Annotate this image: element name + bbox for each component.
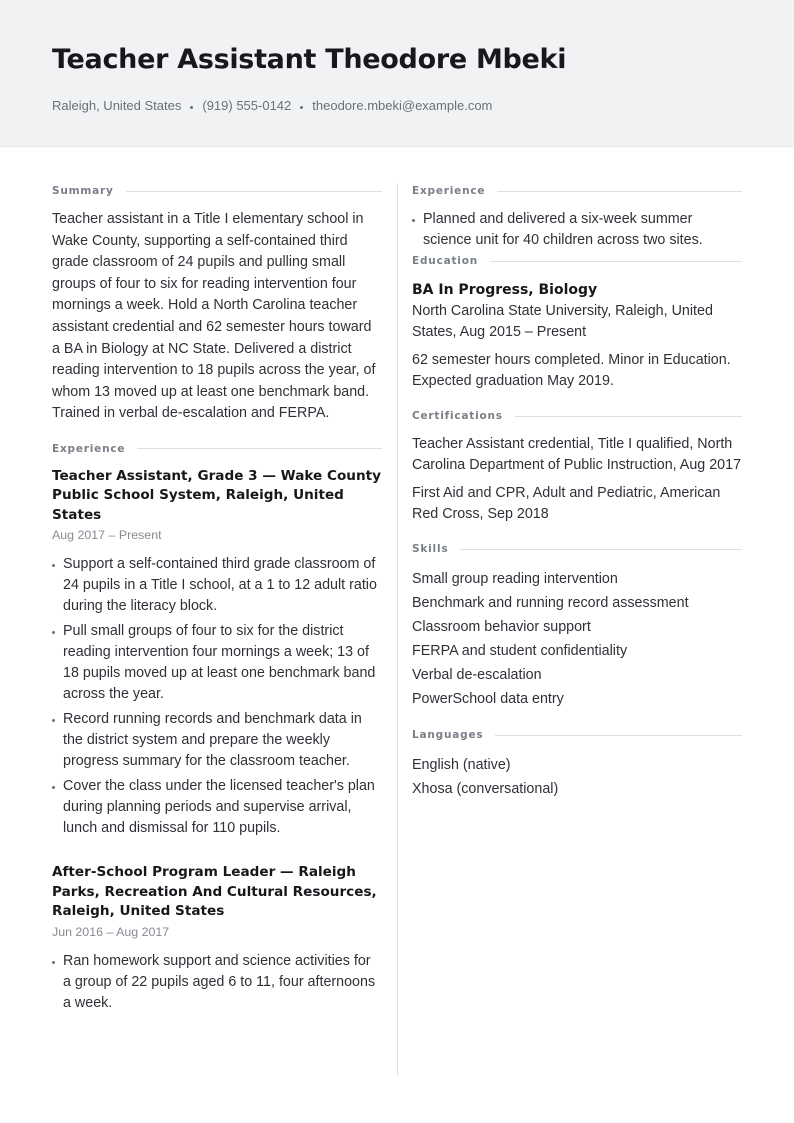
experience-continued-heading <box>412 185 742 197</box>
summary-heading-label: Summary <box>52 185 114 197</box>
certifications-heading-label: Certifications <box>412 410 503 422</box>
heading-rule <box>126 191 382 192</box>
job-title: After-School Program Leader — Raleigh Parks, Recreation And Cultural Resources, Raleigh, United States <box>52 864 377 920</box>
heading-rule <box>495 735 742 736</box>
job-bullet: Planned and delivered a six-week summer science unit for 40 children across two sites. <box>412 209 742 251</box>
summary-text: Teacher assistant in a Title I elementary school in Wake County, supporting a self-contained third grade classroom of 24 pupils and pulling small groups of four to six for reading intervention four mornings a week. Hold a North Carolina teacher assistant credential and 62 semester hours toward a BA in Biology at NC State. Delivered a district reading intervention to 18 pupils across the year, of whom 13 moved up at least one benchmark band. Trained in verbal de-escalation and FERPA. <box>52 211 376 422</box>
job-bullets <box>52 554 382 839</box>
skill-item: Verbal de-escalation <box>412 667 542 683</box>
contact-email: theodore.mbeki@example.com <box>312 98 493 113</box>
job-dates: Jun 2016 – Aug 2017 <box>52 924 170 939</box>
job-entry <box>52 467 382 840</box>
column-divider <box>397 183 398 1075</box>
separator-dot <box>190 106 193 109</box>
skills-heading-label: Skills <box>412 543 449 555</box>
separator-dot <box>300 106 303 109</box>
languages-list <box>412 753 742 801</box>
skills-list <box>412 567 742 711</box>
experience-heading <box>52 443 382 455</box>
job-dates: Aug 2017 – Present <box>52 528 162 543</box>
heading-rule <box>137 448 382 449</box>
skills-heading <box>412 543 742 555</box>
certifications-list <box>412 434 742 525</box>
resume-header <box>0 0 794 147</box>
education-note: 62 semester hours completed. Minor in Education. Expected graduation May 2019. <box>412 352 731 389</box>
resume-body <box>0 147 794 1038</box>
certifications-heading <box>412 410 742 422</box>
skill-item: Classroom behavior support <box>412 619 591 635</box>
heading-rule <box>497 191 742 192</box>
education-heading-label: Education <box>412 255 478 267</box>
certification-item: Teacher Assistant credential, Title I qualified, North Carolina Department of Public Instruction, Aug 2017 <box>412 436 742 473</box>
contact-line <box>52 98 742 113</box>
job-entry <box>52 863 382 1014</box>
job-bullets <box>52 951 382 1014</box>
experience-continued-bullets <box>412 209 742 251</box>
skill-item: PowerSchool data entry <box>412 691 564 707</box>
experience-continued-heading-label: Experience <box>412 185 486 197</box>
candidate-name: Teacher Assistant Theodore Mbeki <box>52 44 567 75</box>
job-bullet: Cover the class under the licensed teacher's plan during planning periods and supervise arrival, lunch and dismissal for 110 pupils. <box>52 776 382 839</box>
certification-item: First Aid and CPR, Adult and Pediatric, American Red Cross, Sep 2018 <box>412 485 721 522</box>
contact-location: Raleigh, United States <box>52 98 182 113</box>
education-degree: BA In Progress, Biology <box>412 282 598 298</box>
job-bullet: Record running records and benchmark data in the district system and prepare the weekly progress summary for the classroom teacher. <box>52 709 382 772</box>
job-bullet: Ran homework support and science activities for a group of 22 pupils aged 6 to 11, four afternoons a week. <box>52 951 382 1014</box>
education-entry <box>412 279 742 392</box>
heading-rule <box>515 416 742 417</box>
languages-heading-label: Languages <box>412 729 484 741</box>
skill-item: Small group reading intervention <box>412 571 618 587</box>
skill-item: FERPA and student confidentiality <box>412 643 628 659</box>
summary-heading <box>52 185 382 197</box>
job-title: Teacher Assistant, Grade 3 — Wake County Public School System, Raleigh, United States <box>52 467 382 523</box>
left-column <box>52 147 382 1038</box>
language-item: Xhosa (conversational) <box>412 781 559 797</box>
job-bullet: Pull small groups of four to six for the district reading intervention four mornings a week; 13 of 18 pupils moved up at least one benchmark band across the year. <box>52 621 382 705</box>
education-school: North Carolina State University, Raleigh, United States, Aug 2015 – Present <box>412 303 713 340</box>
heading-rule <box>460 549 742 550</box>
contact-phone: (919) 555-0142 <box>202 98 292 113</box>
experience-heading-label: Experience <box>52 442 126 455</box>
languages-heading <box>412 729 742 741</box>
education-heading <box>412 255 742 267</box>
right-column <box>412 147 742 1038</box>
job-bullet: Support a self-contained third grade classroom of 24 pupils in a Title I school, at a 1 to 12 adult ratio during the literacy block. <box>52 554 382 617</box>
language-item: English (native) <box>412 757 511 773</box>
skill-item: Benchmark and running record assessment <box>412 595 689 611</box>
heading-rule <box>490 261 742 262</box>
